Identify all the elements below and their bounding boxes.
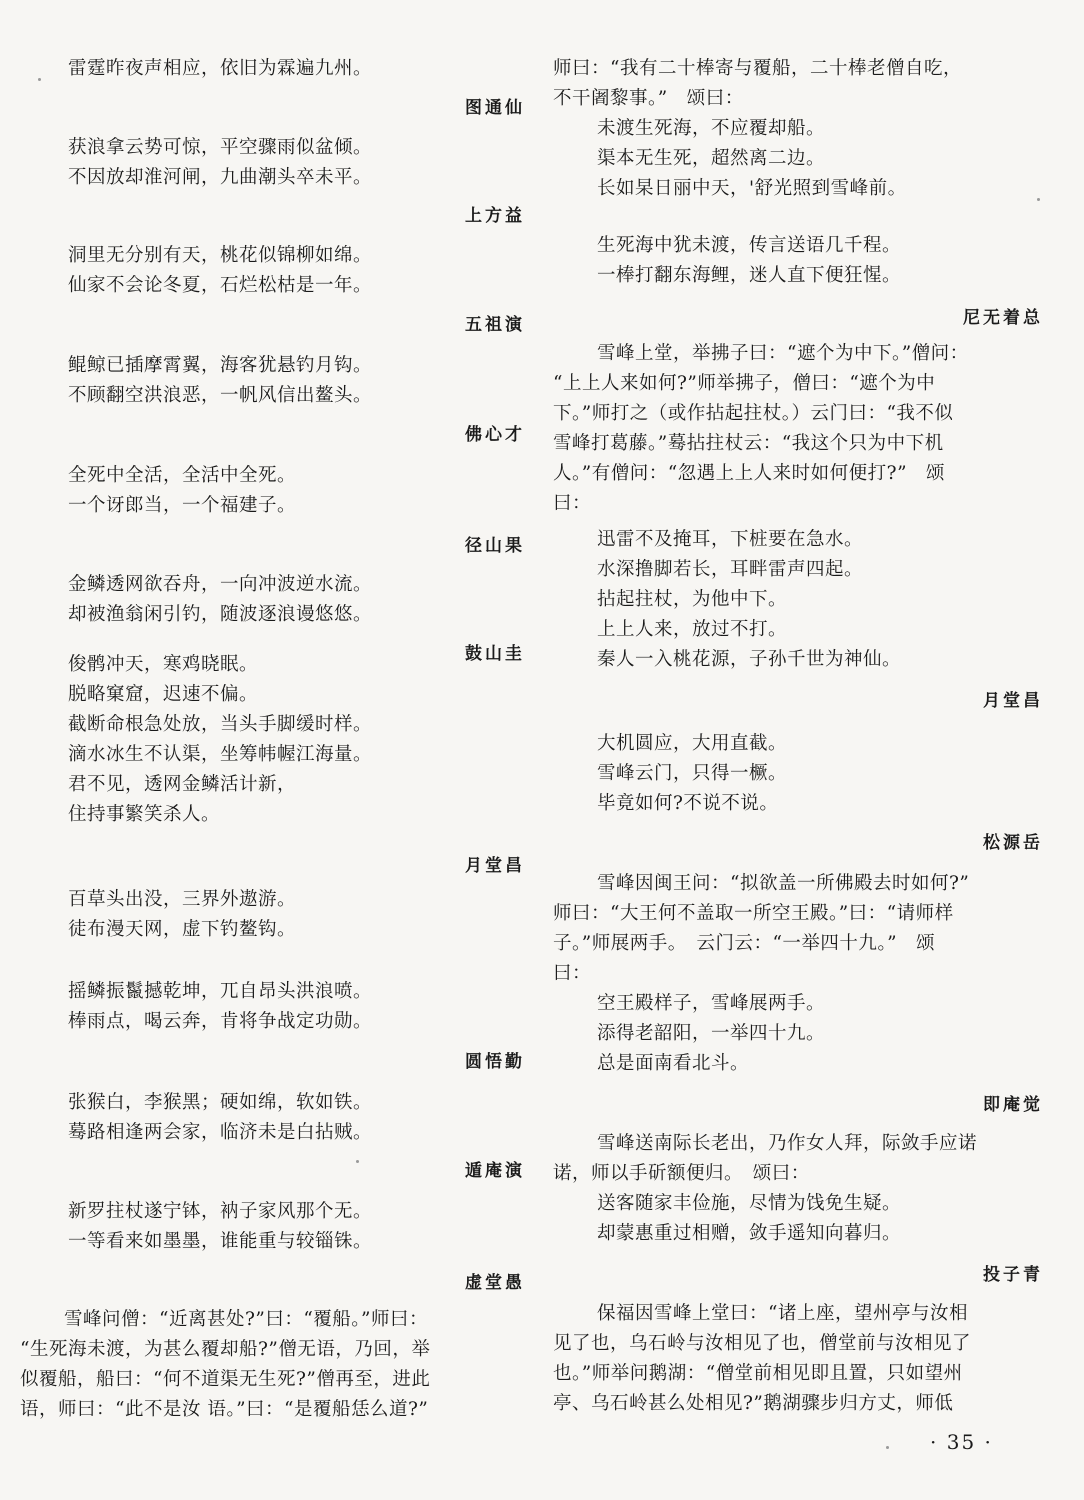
attribution: 投子青 (983, 1265, 1043, 1285)
attribution: 鼓山圭 (465, 644, 525, 664)
verse-line: 全死中全活，全活中全死。 (68, 465, 297, 486)
verse-line: 生死海中犹未渡，传言送语几千程。 (597, 235, 902, 256)
prose-line: 下。”师打之（或作拈起拄杖。）云门曰：“我不似 (553, 403, 954, 424)
verse-line: 蓦路相逢两会家，临济未是白拈贼。 (68, 1122, 373, 1143)
verse-line: 获浪拿云势可惊，平空骤雨似盆倾。 (68, 137, 373, 158)
verse-line: 未渡生死海，不应覆却船。 (597, 118, 826, 139)
verse-line: 秦人一入桃花源，子孙千世为神仙。 (597, 649, 902, 670)
attribution: 尼无着总 (963, 308, 1043, 328)
prose-line: 语，师曰：“此不是汝 语。”曰：“是覆船恁么道?” (20, 1399, 429, 1420)
verse-line: 总是面南看北斗。 (597, 1053, 750, 1074)
attribution: 佛心才 (465, 425, 525, 445)
attribution: 圆悟勤 (465, 1052, 525, 1072)
verse-line: 长如杲日丽中天，'舒光照到雪峰前。 (597, 178, 907, 199)
verse-line: 棒雨点，喝云奔，肯将争战定功勋。 (68, 1011, 373, 1032)
attribution: 遁庵演 (465, 1161, 525, 1181)
verse-line: 洞里无分别有天，桃花似锦柳如绵。 (68, 245, 373, 266)
attribution: 月堂昌 (983, 691, 1043, 711)
attribution: 虚堂愚 (465, 1273, 525, 1293)
verse-line: 水深撸脚若长，耳畔雷声四起。 (597, 559, 864, 580)
attribution: 松源岳 (983, 833, 1043, 853)
verse-line: 迅雷不及掩耳，下桩要在急水。 (597, 529, 864, 550)
scan-speck (38, 78, 41, 81)
prose-line: 人。”有僧问：“忽遇上上人来时如何便打?” 颂 (553, 463, 946, 484)
prose-line: 雪峰打葛藤。”蓦拈拄杖云：“我这个只为中下机 (553, 433, 944, 454)
verse-line: 百草头出没，三界外遨游。 (68, 889, 297, 910)
verse-line: 不因放却淮河闸，九曲潮头卒未平。 (68, 167, 373, 188)
attribution: 径山果 (465, 536, 525, 556)
verse-line: 住持事繁笑杀人。 (68, 804, 221, 825)
verse-line: 一等看来如墨墨，谁能重与较锱铢。 (68, 1231, 373, 1252)
attribution: 月堂昌 (465, 856, 525, 876)
scan-speck (356, 1160, 359, 1163)
verse-line: 拈起拄杖，为他中下。 (597, 589, 788, 610)
prose-line: 不干阇黎事。” 颂曰： (553, 88, 744, 109)
verse-line: 鲲鲸已插摩霄翼，海客犹悬钓月钩。 (68, 355, 373, 376)
verse-line: 空王殿样子，雪峰展两手。 (597, 993, 826, 1014)
prose-line: 雪峰上堂，举拂子曰：“遮个为中下。”僧问： (597, 343, 969, 364)
prose-line: 师曰：“大王何不盖取一所空王殿。”曰：“请师样 (553, 903, 954, 924)
verse-line: 徒布漫天网，虚下钓鳌钩。 (68, 919, 297, 940)
verse-line: 君不见，透网金鳞活计新， (68, 774, 297, 795)
verse-line: 俊鹘冲天，寒鸡晓眠。 (68, 654, 259, 675)
scan-speck (1037, 198, 1040, 201)
verse-line: 送客随家丰俭施，尽情为饯免生疑。 (597, 1193, 902, 1214)
verse-line: 脱略窠窟，迟速不偏。 (68, 684, 259, 705)
verse-line: 金鳞透网欲吞舟，一向冲波逆水流。 (68, 574, 373, 595)
verse-line: 却被渔翁闲引钓，随波逐浪谩悠悠。 (68, 604, 373, 625)
verse-line: 渠本无生死，超然离二边。 (597, 148, 826, 169)
attribution: 上方益 (465, 206, 525, 226)
verse-line: 雷霆昨夜声相应，依旧为霖遍九州。 (68, 58, 373, 79)
prose-line: 曰： (553, 963, 592, 984)
attribution: 即庵觉 (983, 1095, 1043, 1115)
attribution: 五祖演 (465, 315, 525, 335)
verse-line: 大机圆应，大用直截。 (597, 733, 788, 754)
scan-speck (886, 1446, 889, 1449)
prose-line: 曰： (553, 493, 592, 514)
prose-line: 见了也，乌石岭与汝相见了也，僧堂前与汝相见了 (553, 1333, 972, 1354)
verse-line: 截断命根急处放，当头手脚缓时样。 (68, 714, 373, 735)
prose-line: 雪峰送南际长老出，乃作女人拜，际敛手应诺 (597, 1133, 978, 1154)
prose-line: 雪峰因闽王问：“拟欲盖一所佛殿去时如何?” (597, 873, 970, 894)
prose-line: 也。”师举问鹅湖：“僧堂前相见即且置，只如望州 (553, 1363, 963, 1384)
prose-line: 雪峰问僧：“近离甚处?”曰：“覆船。”师曰： (64, 1309, 429, 1330)
verse-line: 一个讶郎当，一个福建子。 (68, 495, 297, 516)
prose-line: 亭、乌石岭甚么处相见?”鹅湖骤步归方丈，师低 (553, 1393, 954, 1414)
verse-line: 上上人来，放过不打。 (597, 619, 788, 640)
verse-line: 张猴白，李猴黑；硬如绵，软如铁。 (68, 1092, 373, 1113)
verse-line: 仙家不会论冬夏，石烂松枯是一年。 (68, 275, 373, 296)
verse-line: 一棒打翻东海鲤，迷人直下便狂惺。 (597, 265, 902, 286)
prose-line: 似覆船，船曰：“何不道渠无生死?”僧再至，进此 (20, 1369, 431, 1390)
attribution: 图通仙 (465, 98, 525, 118)
verse-line: 不顾翻空洪浪恶，一帆风信出鳌头。 (68, 385, 373, 406)
prose-line: 师曰：“我有二十棒寄与覆船，二十棒老僧自吃， (553, 58, 962, 79)
verse-line: 添得老韶阳，一举四十九。 (597, 1023, 826, 1044)
page-number: · 35 · (930, 1430, 993, 1454)
verse-line: 却蒙惠重过相赠，敛手遥知向暮归。 (597, 1223, 902, 1244)
prose-line: 子。”师展两手。 云门云：“一举四十九。” 颂 (553, 933, 936, 954)
prose-line: 保福因雪峰上堂曰：“诸上座，望州亭与汝相 (597, 1303, 968, 1324)
verse-line: 滴水冰生不认渠，坐筹帏幄江海量。 (68, 744, 373, 765)
verse-line: 雪峰云门，只得一橛。 (597, 763, 788, 784)
verse-line: 新罗拄杖遂宁钵，衲子家风那个无。 (68, 1201, 373, 1222)
prose-line: “生死海未渡，为甚么覆却船?”僧无语，乃回，举 (20, 1339, 431, 1360)
verse-line: 毕竟如何?不说不说。 (597, 793, 779, 814)
prose-line: 诺，师以手斫额便归。 颂曰： (553, 1163, 810, 1184)
verse-line: 摇鳞振鬣撼乾坤，兀自昂头洪浪喷。 (68, 981, 373, 1002)
prose-line: “上上人来如何?”师举拂子，僧曰：“遮个为中 (553, 373, 936, 394)
